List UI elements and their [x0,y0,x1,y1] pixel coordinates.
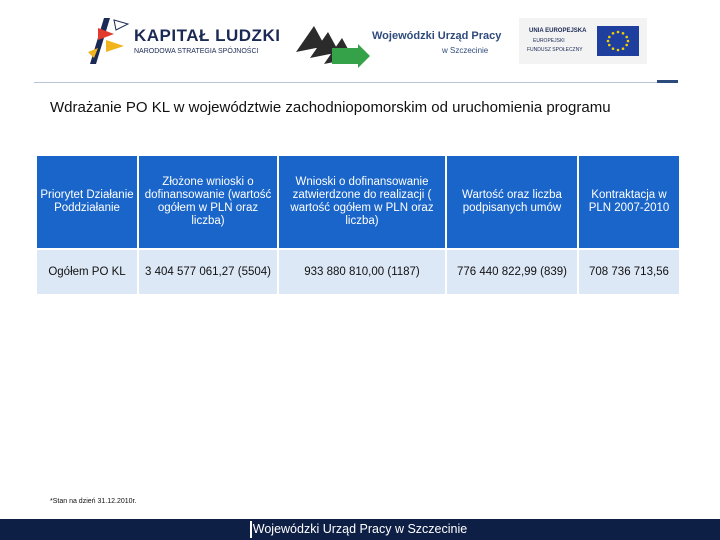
kapital-ludzki-subtitle: NARODOWA STRATEGIA SPÓJNOŚCI [134,48,259,55]
ue-line1: UNIA EUROPEJSKA [529,28,587,34]
table-header-row [37,156,679,248]
kapital-ludzki-logo [84,12,281,68]
table-header-cell: Wnioski o dofinansowanie zatwierdzone do realizacji ( wartość ogółem w PLN oraz liczba) [277,156,445,248]
eu-flag-icon [597,26,639,56]
footnote: *Stan na dzień 31.12.2010r. [50,498,137,505]
footer-mark [250,521,252,538]
table-cell: Ogółem PO KL [37,248,137,294]
wup-logo [292,18,502,68]
footer-bar [0,519,720,540]
table-header-cell: Kontraktacja w PLN 2007-2010 [577,156,679,248]
table-header-cell: Priorytet Działanie Poddziałanie [37,156,137,248]
header-divider [34,82,678,83]
wup-title: Wojewódzki Urząd Pracy [372,30,502,42]
table-cell: 708 736 713,56 [577,248,679,294]
table-header-cell: Złożone wnioski o dofinansowanie (wartość ogółem w PLN oraz liczba) [137,156,277,248]
kapital-ludzki-emblem-icon [84,14,130,66]
data-table [37,156,679,294]
table-cell: 933 880 810,00 (1187) [277,248,445,294]
kapital-ludzki-title: KAPITAŁ LUDZKI [134,26,281,45]
footer-text: Wojewódzki Urząd Pracy w Szczecinie [252,522,468,536]
table-header-cell: Wartość oraz liczba podpisanych umów [445,156,577,248]
table-cell: 3 404 577 061,27 (5504) [137,248,277,294]
ue-line2: EUROPEJSKI [533,38,565,44]
wup-emblem-icon [292,18,372,68]
slide-title: Wdrażanie PO KL w województwie zachodniopomorskim od uruchomienia programu [50,99,611,116]
wup-subtitle: w Szczecinie [442,46,489,55]
table-cell: 776 440 822,99 (839) [445,248,577,294]
ue-line3: FUNDUSZ SPOŁECZNY [527,47,583,53]
header-accent [657,80,678,83]
ue-logo [519,18,647,64]
table-row [37,248,679,294]
logo-bar [0,0,720,82]
